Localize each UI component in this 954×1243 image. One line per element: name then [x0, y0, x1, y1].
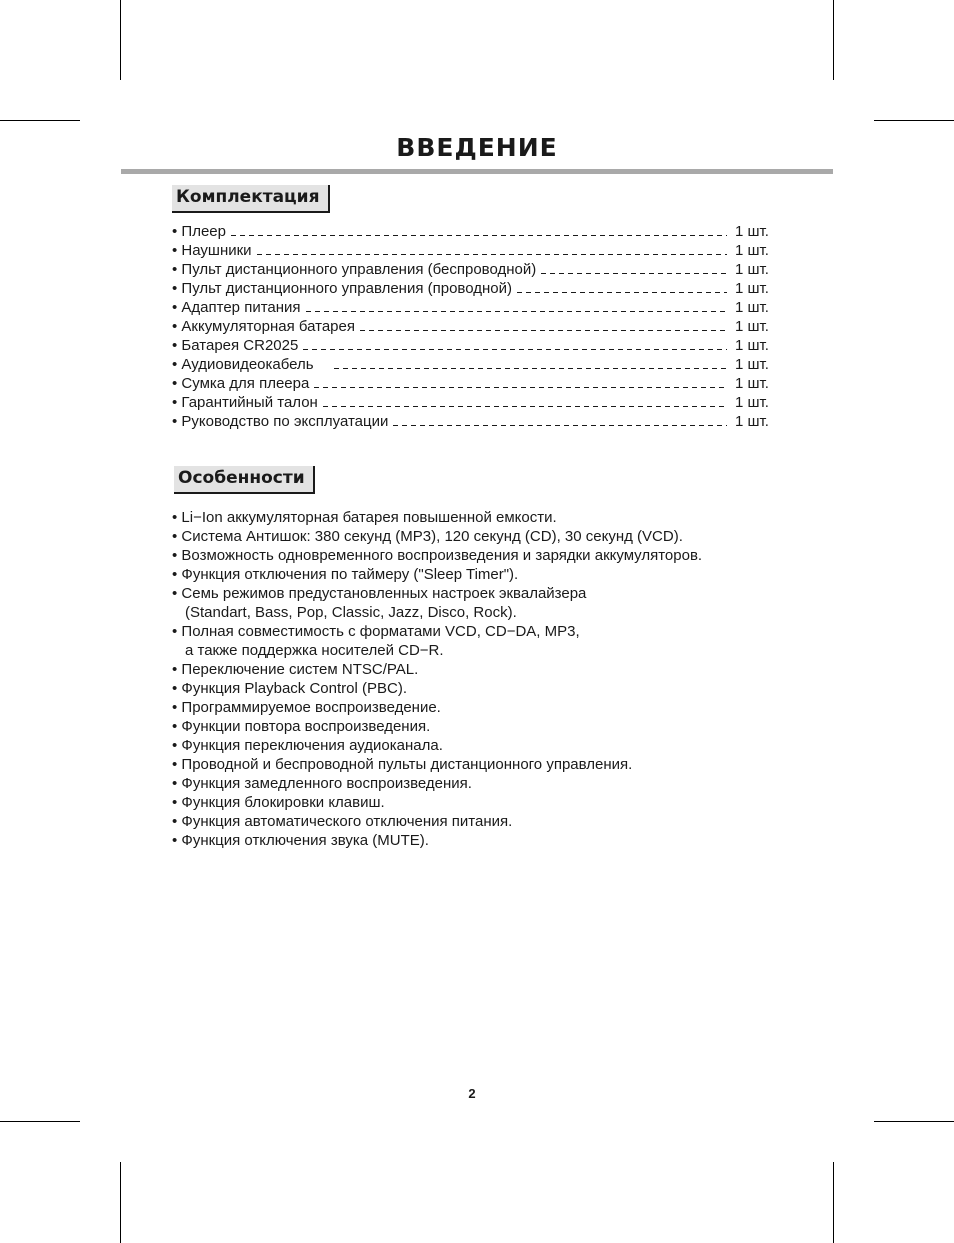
item-name: • Сумка для плеера: [172, 375, 310, 392]
feature-item: • Функция отключения звука (MUTE).: [172, 832, 429, 849]
feature-item: • Система Антишок: 380 секунд (MP3), 120 секунд (CD), 30 секунд (VCD).: [172, 528, 683, 545]
crop-mark: [833, 1162, 834, 1243]
item-quantity: 1 шт.: [735, 318, 769, 335]
contents-item: [172, 412, 775, 431]
feature-item: • Функция отключения по таймеру ("Sleep Timer").: [172, 566, 519, 583]
contents-item: [172, 241, 775, 260]
item-name: • Пульт дистанционного управления (беспроводной): [172, 261, 537, 278]
leader-dots: [517, 292, 727, 293]
crop-mark: [0, 1121, 80, 1122]
feature-item: • Функция блокировки клавиш.: [172, 794, 385, 811]
item-quantity: 1 шт.: [735, 280, 769, 297]
item-quantity: 1 шт.: [735, 299, 769, 316]
page-number: 2: [468, 1086, 476, 1101]
item-quantity: 1 шт.: [735, 394, 769, 411]
item-name: • Аудиовидеокабель: [172, 356, 314, 373]
item-quantity: 1 шт.: [735, 261, 769, 278]
feature-item-continuation: (Standart, Bass, Pop, Classic, Jazz, Disco, Rock).: [185, 604, 517, 621]
feature-item: • Функция автоматического отключения питания.: [172, 813, 513, 830]
item-quantity: 1 шт.: [735, 223, 769, 240]
contents-item: [172, 260, 775, 279]
leader-dots: [360, 330, 727, 331]
crop-mark: [874, 1121, 954, 1122]
feature-item: • Переключение систем NTSC/PAL.: [172, 661, 419, 678]
feature-item: • Семь режимов предустановленных настроек эквалайзера: [172, 585, 587, 602]
crop-mark: [0, 120, 80, 121]
leader-dots: [334, 368, 727, 369]
contents-item: [172, 374, 775, 393]
leader-dots: [323, 406, 727, 407]
item-name: • Плеер: [172, 223, 226, 240]
contents-item: [172, 279, 775, 298]
item-name: • Аккумуляторная батарея: [172, 318, 355, 335]
item-name: • Батарея CR2025: [172, 337, 299, 354]
item-quantity: 1 шт.: [735, 375, 769, 392]
features-list: [172, 508, 792, 850]
item-name: • Наушники: [172, 242, 252, 259]
item-name: • Руководство по эксплуатации: [172, 413, 389, 430]
contents-item: [172, 222, 775, 241]
contents-heading: Комплектация: [172, 185, 330, 213]
feature-item: • Li−Ion аккумуляторная батарея повышенной емкости.: [172, 509, 557, 526]
item-name: • Адаптер питания: [172, 299, 301, 316]
contents-item: [172, 298, 775, 317]
contents-list: [172, 222, 775, 431]
leader-dots: [303, 349, 727, 350]
leader-dots: [314, 387, 727, 388]
contents-item: [172, 336, 775, 355]
crop-mark: [833, 0, 834, 80]
feature-item: • Функция Playback Control (PBC).: [172, 680, 407, 697]
feature-item: • Функции повтора воспроизведения.: [172, 718, 431, 735]
crop-mark: [120, 1162, 121, 1243]
item-quantity: 1 шт.: [735, 242, 769, 259]
crop-mark: [120, 0, 121, 80]
feature-item: • Проводной и беспроводной пульты дистанционного управления.: [172, 756, 633, 773]
feature-item: • Функция замедленного воспроизведения.: [172, 775, 472, 792]
feature-item: • Функция переключения аудиоканала.: [172, 737, 443, 754]
leader-dots: [257, 254, 727, 255]
contents-item: [172, 317, 775, 336]
contents-item: [172, 393, 775, 412]
features-heading: Особенности: [174, 466, 315, 494]
crop-mark: [874, 120, 954, 121]
item-quantity: 1 шт.: [735, 356, 769, 373]
leader-dots: [393, 425, 727, 426]
leader-dots: [541, 273, 727, 274]
item-quantity: 1 шт.: [735, 413, 769, 430]
feature-item: • Полная совместимость с форматами VCD, CD−DA, MP3,: [172, 623, 580, 640]
item-name: • Пульт дистанционного управления (проводной): [172, 280, 512, 297]
item-quantity: 1 шт.: [735, 337, 769, 354]
title-divider: [121, 169, 833, 174]
page-title: ВВЕДЕНИЕ: [396, 133, 558, 162]
leader-dots: [306, 311, 727, 312]
feature-item: • Возможность одновременного воспроизведения и зарядки аккумуляторов.: [172, 547, 703, 564]
contents-item: [172, 355, 775, 374]
feature-item: • Программируемое воспроизведение.: [172, 699, 441, 716]
feature-item-continuation: а также поддержка носителей CD−R.: [185, 642, 444, 659]
item-name: • Гарантийный талон: [172, 394, 318, 411]
leader-dots: [231, 235, 727, 236]
